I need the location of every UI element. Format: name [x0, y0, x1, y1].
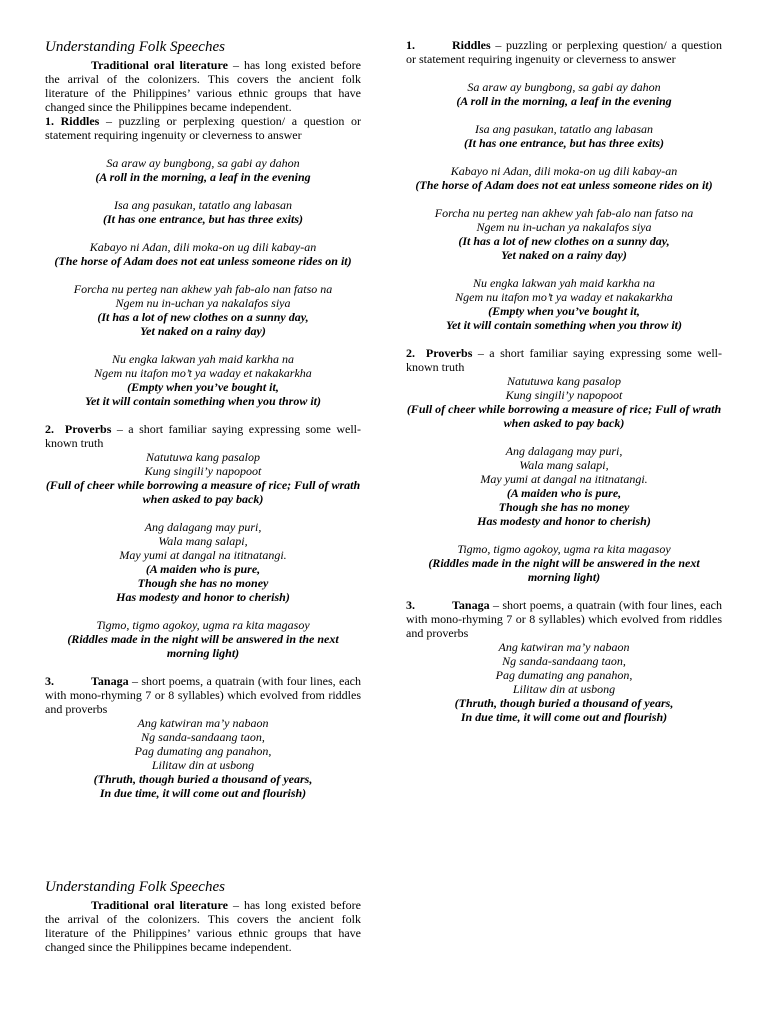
tanaga-poem: Ang katwiran ma’y nabaon Ng sanda-sandaang taon, Pag dumating ang panahon, Lilitaw din at usbong (Thruth, though buried a thousand of years, In due time, it will come out and flourish) — [93, 716, 313, 800]
riddle-2: Isa ang pasukan, tatatlo ang labasan (It has one entrance, but has three exits) — [102, 198, 303, 226]
riddle-5-right: Nu engka lakwan yah maid karkha na Ngem nu itafon mo’t ya waday et nakakarkha (Empty when you’ve bought it, Yet it will contain something when you throw it) — [445, 276, 683, 332]
riddle-3: Kabayo ni Adan, dili moka-on ug dili kabay-an (The horse of Adam does not eat unless someone rides on it) — [54, 240, 352, 268]
intro-term: Traditional oral literature — [91, 58, 228, 72]
riddle-2-right: Isa ang pasukan, tatatlo ang labasan (It has one entrance, but has three exits) — [463, 122, 664, 150]
tanaga-heading-right: 3. Tanaga – short poems, a quatrain (with four lines, each with mono-rhyming 7 or 8 syllables) which evolved from riddles and proverbs — [406, 598, 722, 640]
proverbs-heading: 2. Proverbs – a short familiar saying expressing some well-known truth — [45, 422, 361, 450]
riddle-3-right: Kabayo ni Adan, dili moka-on ug dili kabay-an (The horse of Adam does not eat unless someone rides on it) — [415, 164, 713, 192]
riddle-1-right: Sa araw ay bungbong, sa gabi ay dahon (A roll in the morning, a leaf in the evening — [456, 80, 672, 108]
proverb-3: Tigmo, tigmo agokoy, ugma ra kita magasoy (Riddles made in the night will be answered in the next morning light) — [67, 618, 339, 660]
riddle-4: Forcha nu perteg nan akhew yah fab-alo nan fatso na Ngem nu in-uchan ya nakalafos siya (It has a lot of new clothes on a sunny day, Yet naked on a rainy day) — [73, 282, 333, 338]
tanaga-heading: 3. Tanaga – short poems, a quatrain (with four lines, each with mono-rhyming 7 or 8 syllables) which evolved from riddles and proverbs — [45, 674, 361, 716]
page-title: Understanding Folk Speeches — [45, 39, 225, 55]
proverb-2-right: Ang dalagang may puri, Wala mang salapi, May yumi at dangal na ititnatangi. (A maiden who is pure, Though she has no money Has modesty and honor to cherish) — [477, 444, 651, 528]
second-copy — [45, 878, 361, 954]
riddles-heading: 1. Riddles – puzzling or perplexing question/ a question or statement requiring ingenuity or cleverness to answer — [45, 114, 362, 142]
right-column — [406, 38, 722, 724]
intro-paragraph — [45, 58, 361, 114]
proverbs-heading-right: 2. Proverbs – a short familiar saying expressing some well-known truth — [406, 346, 722, 374]
riddle-1: Sa araw ay bungbong, sa gabi ay dahon (A roll in the morning, a leaf in the evening — [95, 156, 311, 184]
riddle-4-right: Forcha nu perteg nan akhew yah fab-alo nan fatso na Ngem nu in-uchan ya nakalafos siya (It has a lot of new clothes on a sunny day, Yet naked on a rainy day) — [434, 206, 694, 262]
left-column — [45, 38, 361, 800]
proverb-1: Natutuwa kang pasalop Kung singili’y napopoot (Full of cheer while borrowing a measure of rice; Full of wrath when asked to pay back) — [45, 450, 361, 506]
riddle-5: Nu engka lakwan yah maid karkha na Ngem nu itafon mo’t ya waday et nakakarkha (Empty when you’ve bought it, Yet it will contain something when you throw it) — [84, 352, 322, 408]
tanaga-poem-right: Ang katwiran ma’y nabaon Ng sanda-sandaang taon, Pag dumating ang panahon, Lilitaw din at usbong (Thruth, though buried a thousand of years, In due time, it will come out and flourish) — [454, 640, 674, 724]
proverb-3-right: Tigmo, tigmo agokoy, ugma ra kita magasoy (Riddles made in the night will be answered in the next morning light) — [428, 542, 700, 584]
riddles-heading-right: 1. Riddles – puzzling or perplexing question/ a question or statement requiring ingenuity or cleverness to answer — [406, 38, 722, 66]
page-title-repeat: Understanding Folk Speeches — [45, 879, 225, 895]
proverb-1-right: Natutuwa kang pasalop Kung singili’y napopoot (Full of cheer while borrowing a measure of rice; Full of wrath when asked to pay back) — [406, 374, 722, 430]
intro-text: – has long existed before the arrival of the colonizers. This covers the ancient folk literature of the Philippines’ various ethnic groups that have changed since the Philippines became independent. — [45, 58, 361, 114]
proverb-2: Ang dalagang may puri, Wala mang salapi, May yumi at dangal na ititnatangi. (A maiden who is pure, Though she has no money Has modesty and honor to cherish) — [116, 520, 290, 604]
intro-paragraph-repeat: Traditional oral literature – has long existed before the arrival of the colonizers. This covers the ancient folk literature of the Philippines’ various ethnic groups that have changed since the Philippines became independent. — [45, 898, 361, 954]
